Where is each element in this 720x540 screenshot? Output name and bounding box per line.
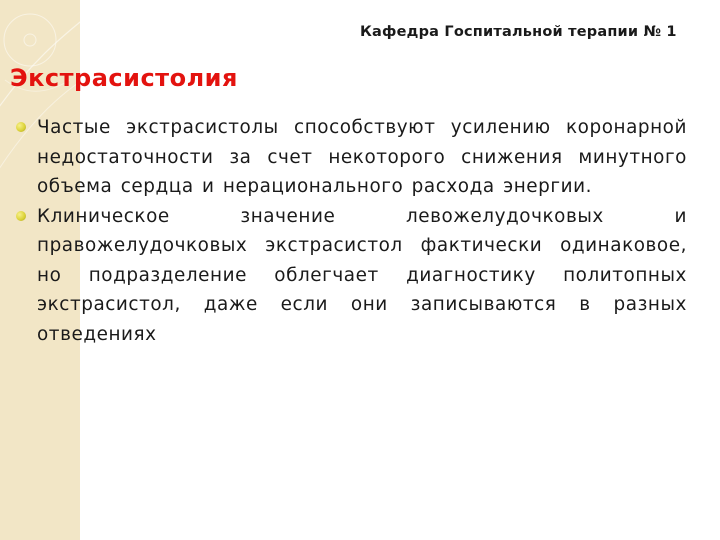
- slide-title: Экстрасистолия: [10, 64, 238, 92]
- bullet-text: Клиническое значение левожелудочковых и правожелудочковых экстрасистол фактически одинаковое, но подразделение облегчает диагностику политопных экстрасистол, даже если они записываются в разных отведениях: [37, 205, 687, 345]
- list-item: [14, 113, 687, 202]
- bullet-list: [14, 113, 687, 349]
- list-item: [14, 202, 687, 350]
- department-label: Кафедра Госпитальной терапии № 1: [360, 24, 677, 40]
- bullet-dot-icon: [16, 211, 26, 221]
- bullet-text: Частые экстрасистолы способствуют усилению коронарной недостаточности за счет некоторого снижения минутного объема сердца и нерационального расхода энергии.: [37, 117, 687, 197]
- bullet-dot-icon: [16, 122, 26, 132]
